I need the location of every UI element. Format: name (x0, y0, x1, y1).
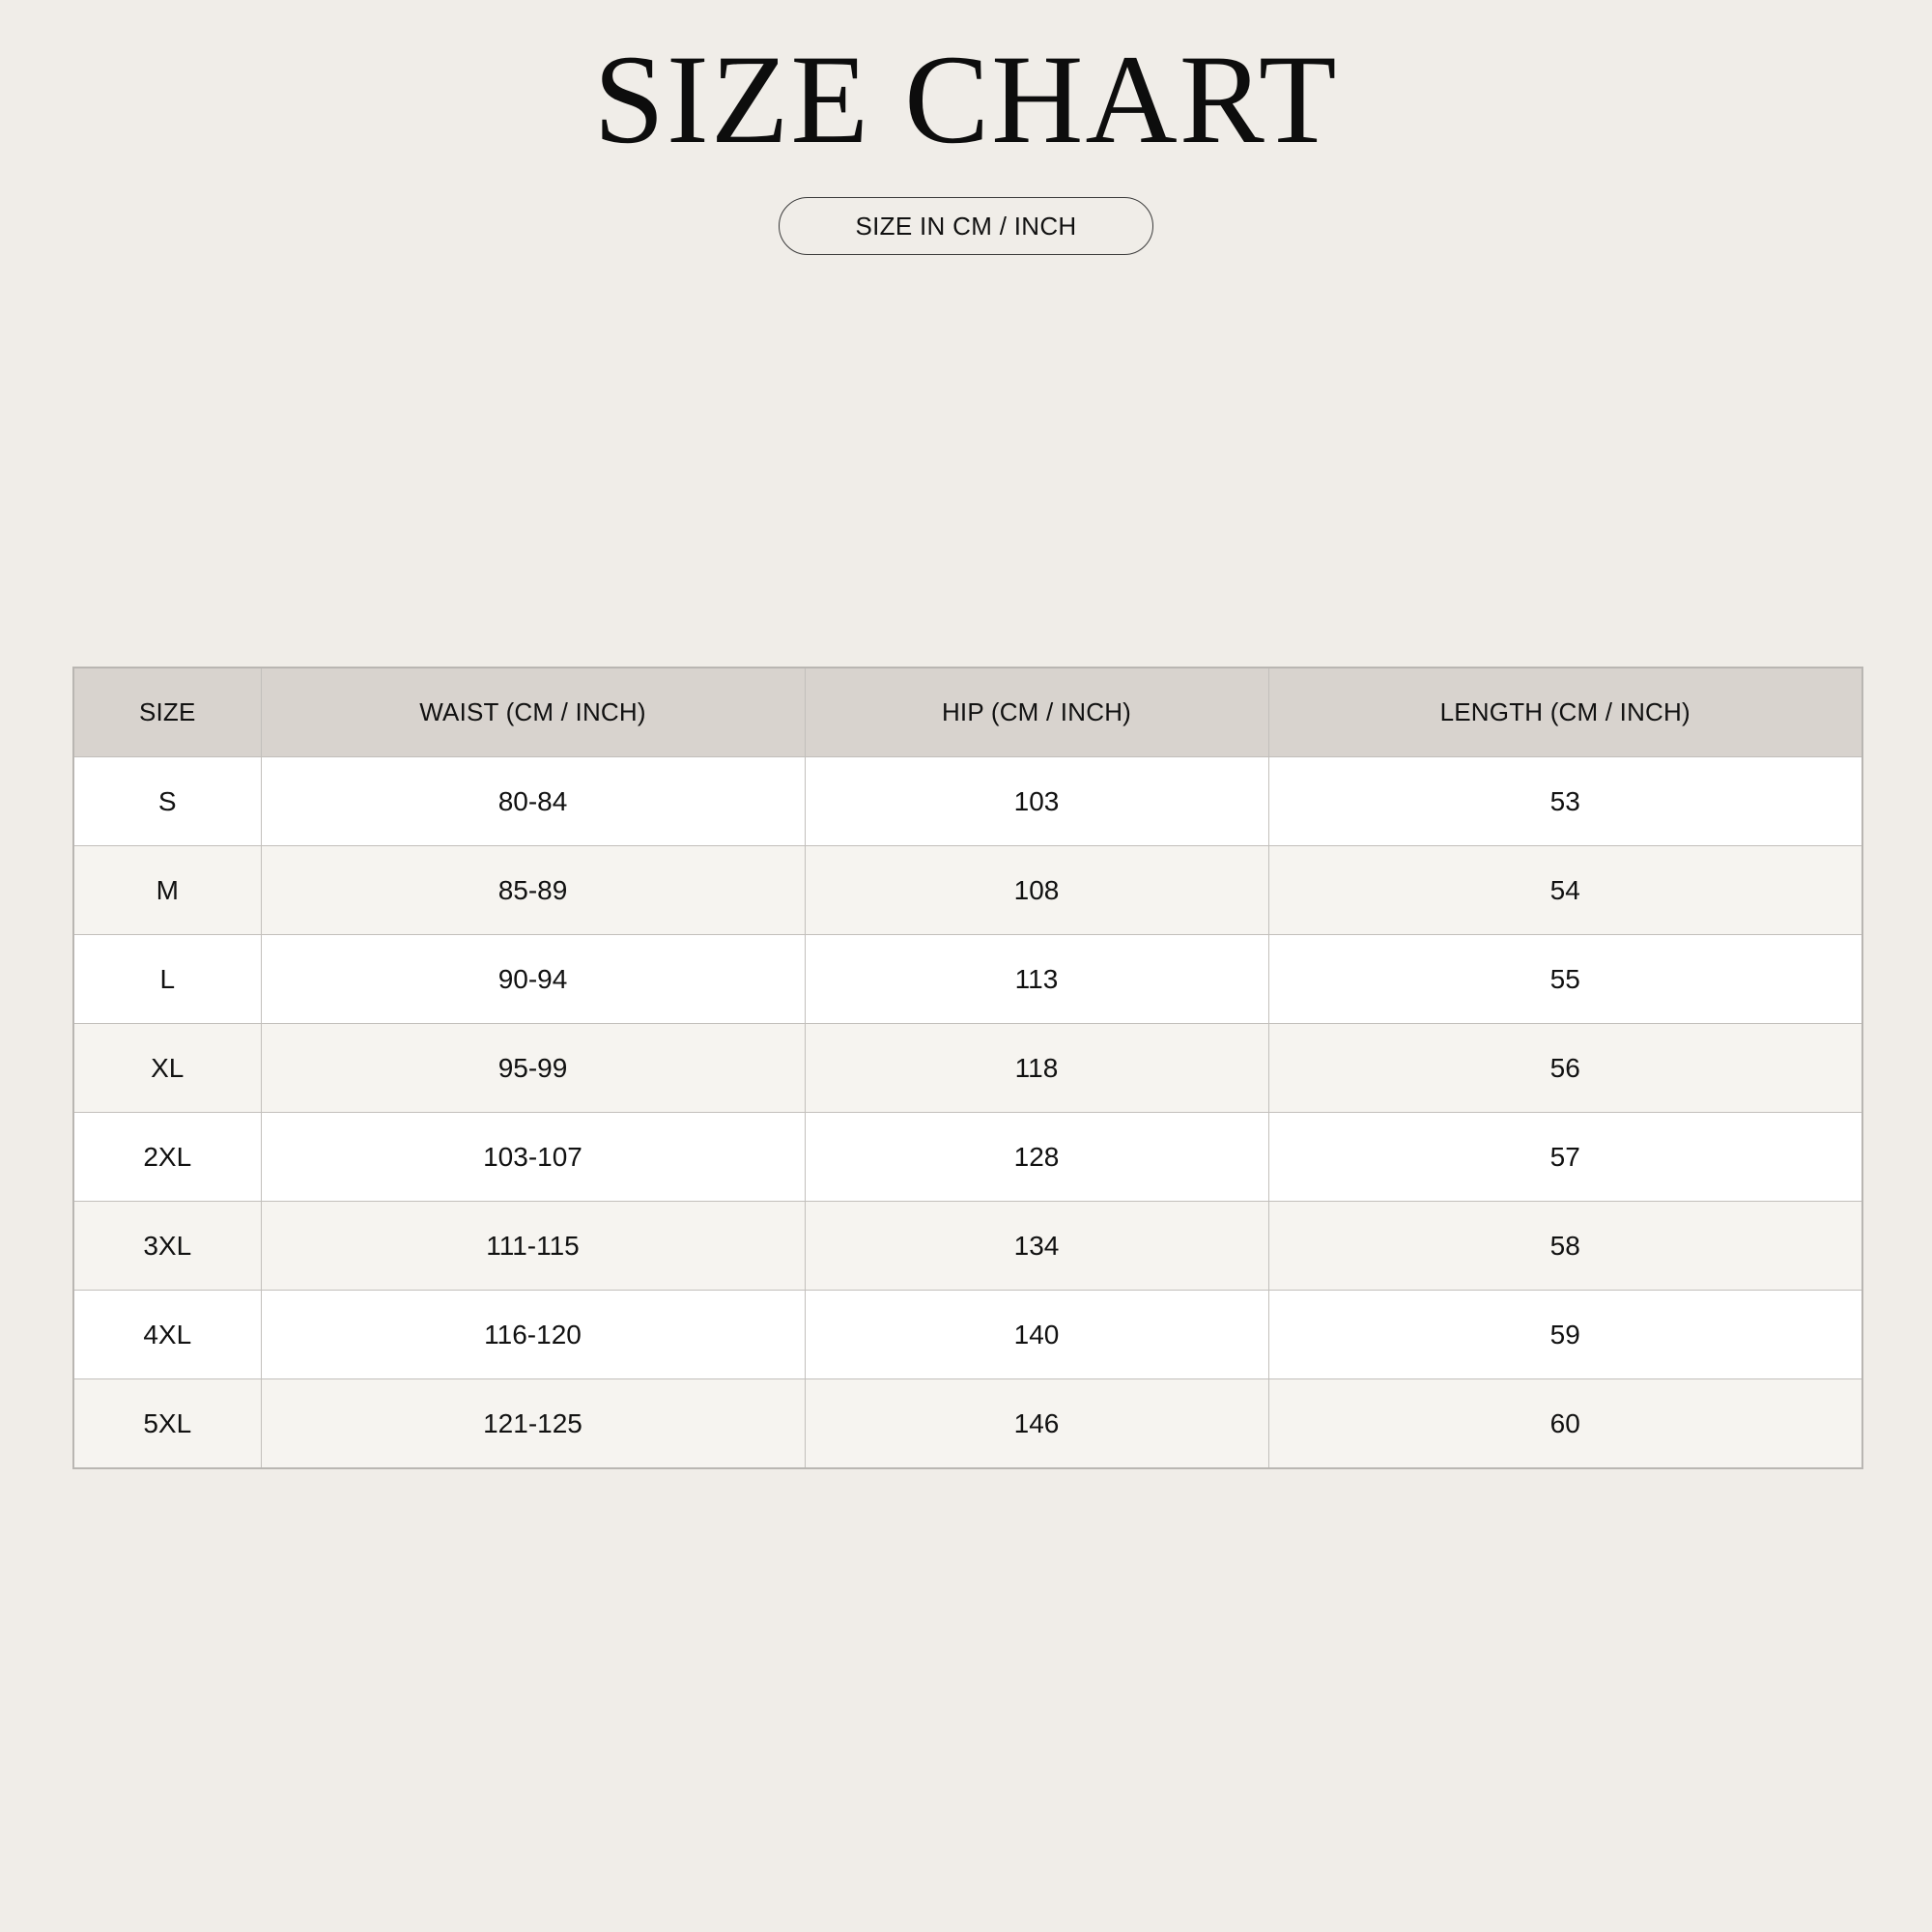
hip-cell: 146 (805, 1379, 1268, 1469)
size-table (72, 667, 1863, 1469)
header-hip: HIP (CM / INCH) (805, 668, 1268, 757)
table-row (73, 1024, 1862, 1113)
size-cell: 5XL (73, 1379, 261, 1469)
waist-cell: 80-84 (261, 757, 805, 846)
table-row (73, 1291, 1862, 1379)
length-cell: 59 (1268, 1291, 1862, 1379)
table-row (73, 757, 1862, 846)
size-cell: L (73, 935, 261, 1024)
page-title: SIZE CHART (593, 28, 1339, 170)
length-cell: 55 (1268, 935, 1862, 1024)
header-row (73, 668, 1862, 757)
header-length: LENGTH (CM / INCH) (1268, 668, 1862, 757)
length-cell: 57 (1268, 1113, 1862, 1202)
length-cell: 53 (1268, 757, 1862, 846)
header-waist: WAIST (CM / INCH) (261, 668, 805, 757)
table-row (73, 846, 1862, 935)
hip-cell: 113 (805, 935, 1268, 1024)
header-size: SIZE (73, 668, 261, 757)
table-row (73, 1113, 1862, 1202)
length-cell: 60 (1268, 1379, 1862, 1469)
waist-cell: 116-120 (261, 1291, 805, 1379)
waist-cell: 90-94 (261, 935, 805, 1024)
unit-note-badge (779, 197, 1153, 255)
waist-cell: 95-99 (261, 1024, 805, 1113)
hip-cell: 134 (805, 1202, 1268, 1291)
waist-cell: 121-125 (261, 1379, 805, 1469)
hip-cell: 128 (805, 1113, 1268, 1202)
table-row (73, 1379, 1862, 1469)
size-cell: M (73, 846, 261, 935)
hip-cell: 140 (805, 1291, 1268, 1379)
length-cell: 56 (1268, 1024, 1862, 1113)
table-row (73, 1202, 1862, 1291)
table-body (73, 757, 1862, 1469)
size-cell: XL (73, 1024, 261, 1113)
table-row (73, 935, 1862, 1024)
length-cell: 54 (1268, 846, 1862, 935)
hip-cell: 118 (805, 1024, 1268, 1113)
size-cell: 2XL (73, 1113, 261, 1202)
table-header (73, 668, 1862, 757)
size-cell: 4XL (73, 1291, 261, 1379)
length-cell: 58 (1268, 1202, 1862, 1291)
waist-cell: 85-89 (261, 846, 805, 935)
size-cell: 3XL (73, 1202, 261, 1291)
size-cell: S (73, 757, 261, 846)
hip-cell: 103 (805, 757, 1268, 846)
hip-cell: 108 (805, 846, 1268, 935)
waist-cell: 103-107 (261, 1113, 805, 1202)
unit-note-label: SIZE IN CM / INCH (855, 211, 1077, 241)
waist-cell: 111-115 (261, 1202, 805, 1291)
